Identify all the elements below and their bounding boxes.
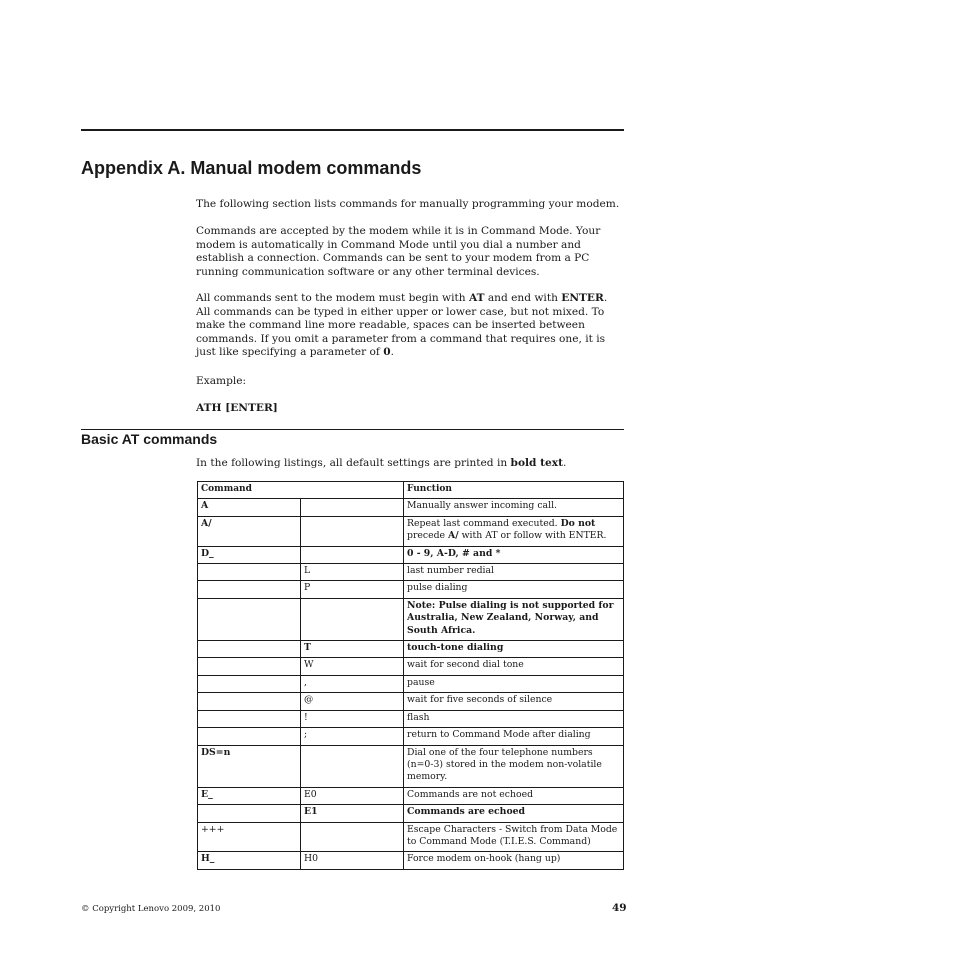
command-cell: D_ — [198, 546, 301, 563]
parameter-cell: E0 — [301, 787, 404, 804]
p3-text-1: All commands sent to the modem must begin with — [196, 292, 469, 304]
table-row — [198, 693, 624, 710]
parameter-cell: W — [301, 658, 404, 675]
command-cell — [198, 641, 301, 658]
parameter-cell: P — [301, 581, 404, 598]
parameter-cell: H0 — [301, 852, 404, 869]
command-cell — [198, 564, 301, 581]
table-row — [198, 581, 624, 598]
command-cell — [198, 675, 301, 692]
intro-paragraph-1 — [196, 198, 624, 212]
function-cell: Dial one of the four telephone numbers (n=0-3) stored in the modem non-volatile memory. — [404, 745, 624, 787]
table-row — [198, 499, 624, 516]
function-cell — [404, 516, 624, 546]
parameter-cell: E1 — [301, 805, 404, 822]
parameter-cell — [301, 499, 404, 516]
function-cell: touch-tone dialing — [404, 641, 624, 658]
command-cell: H_ — [198, 852, 301, 869]
parameter-cell — [301, 745, 404, 787]
intro-text-3 — [196, 292, 624, 360]
function-cell: Manually answer incoming call. — [404, 499, 624, 516]
intro-paragraph-2 — [196, 225, 624, 279]
intro-text-2: Commands are accepted by the modem while it is in Command Mode. Your modem is automatically in Command Mode until you dial a number and establish a connection. Commands can be sent to your modem from a PC running communication software or any other terminal devices. — [196, 225, 601, 278]
note-suffix: . — [562, 457, 567, 469]
p3-bold-at: AT — [468, 292, 485, 304]
section-note — [196, 457, 624, 471]
p3-text-3: . All commands can be typed in either upper or lower case, but not mixed. To make the command line more readable, spaces can be inserted between commands. If you omit a parameter from a command that requires one, it is just like specifying a parameter of — [196, 292, 608, 359]
example-label: Example: — [196, 375, 247, 387]
page-title: Appendix A. Manual modem commands — [81, 158, 422, 178]
p3-bold-zero: 0 — [383, 346, 391, 359]
table-row — [198, 564, 624, 581]
table-row — [198, 822, 624, 852]
parameter-cell: ! — [301, 710, 404, 727]
parameter-cell — [301, 516, 404, 546]
function-cell: return to Command Mode after dialing — [404, 728, 624, 745]
table-row — [198, 745, 624, 787]
function-text-b1: Do not — [560, 517, 596, 529]
command-cell — [198, 728, 301, 745]
command-cell — [198, 693, 301, 710]
at-commands-table — [197, 481, 624, 870]
table-row — [198, 805, 624, 822]
section-note-text — [196, 457, 624, 471]
header-command: Command — [198, 482, 404, 499]
function-cell: last number redial — [404, 564, 624, 581]
function-cell: wait for five seconds of silence — [404, 693, 624, 710]
command-cell — [198, 581, 301, 598]
table-row — [198, 658, 624, 675]
parameter-cell — [301, 546, 404, 563]
table-row — [198, 641, 624, 658]
command-cell: E_ — [198, 787, 301, 804]
table-row — [198, 710, 624, 727]
function-cell: wait for second dial tone — [404, 658, 624, 675]
p3-text-4: . — [390, 346, 394, 359]
command-cell — [198, 805, 301, 822]
command-cell — [198, 710, 301, 727]
parameter-cell — [301, 598, 404, 640]
table-header-row — [198, 482, 624, 499]
function-text-t1: Repeat last command executed. — [407, 517, 561, 529]
command-cell — [198, 598, 301, 640]
parameter-cell: , — [301, 675, 404, 692]
table-row — [198, 675, 624, 692]
p3-text-2: and end with — [484, 292, 562, 304]
function-cell: Note: Pulse dialing is not supported for Australia, New Zealand, Norway, and South Africa. — [404, 598, 624, 640]
function-text-b2: A/ — [448, 530, 459, 542]
function-cell: Force modem on-hook (hang up) — [404, 852, 624, 869]
table-row — [198, 516, 624, 546]
note-bold: bold text — [510, 457, 563, 469]
command-cell: +++ — [198, 822, 301, 852]
section-title: Basic AT commands — [81, 431, 218, 447]
function-cell: pause — [404, 675, 624, 692]
header-function: Function — [404, 482, 624, 499]
intro-text-1: The following section lists commands for manually programming your modem. — [196, 198, 620, 210]
command-cell: A/ — [198, 516, 301, 546]
note-prefix: In the following listings, all default settings are printed in — [196, 457, 511, 469]
function-cell: pulse dialing — [404, 581, 624, 598]
parameter-cell: @ — [301, 693, 404, 710]
parameter-cell: T — [301, 641, 404, 658]
command-cell — [198, 658, 301, 675]
table-body — [198, 499, 624, 869]
table-row — [198, 787, 624, 804]
parameter-cell: ; — [301, 728, 404, 745]
table-row — [198, 728, 624, 745]
command-cell: A — [198, 499, 301, 516]
table-row — [198, 852, 624, 869]
parameter-cell: L — [301, 564, 404, 581]
copyright: © Copyright Lenovo 2009, 2010 — [81, 904, 221, 914]
parameter-cell — [301, 822, 404, 852]
intro-paragraph-3 — [196, 292, 624, 360]
function-cell: 0 - 9, A-D, # and * — [404, 546, 624, 563]
function-cell: Escape Characters - Switch from Data Mode to Command Mode (T.I.E.S. Command) — [404, 822, 624, 852]
table-row — [198, 598, 624, 640]
function-text-t3: with AT or follow with ENTER. — [458, 530, 607, 542]
table-row — [198, 546, 624, 563]
page-number: 49 — [612, 902, 627, 914]
command-cell: DS=n — [198, 745, 301, 787]
function-cell: Commands are not echoed — [404, 787, 624, 804]
section-rule — [81, 429, 624, 430]
top-rule — [81, 129, 624, 131]
function-cell: Commands are echoed — [404, 805, 624, 822]
function-text-t2: precede — [407, 530, 449, 542]
function-cell: flash — [404, 710, 624, 727]
p3-bold-enter: ENTER — [561, 292, 604, 304]
example-code: ATH [ENTER] — [196, 402, 278, 414]
